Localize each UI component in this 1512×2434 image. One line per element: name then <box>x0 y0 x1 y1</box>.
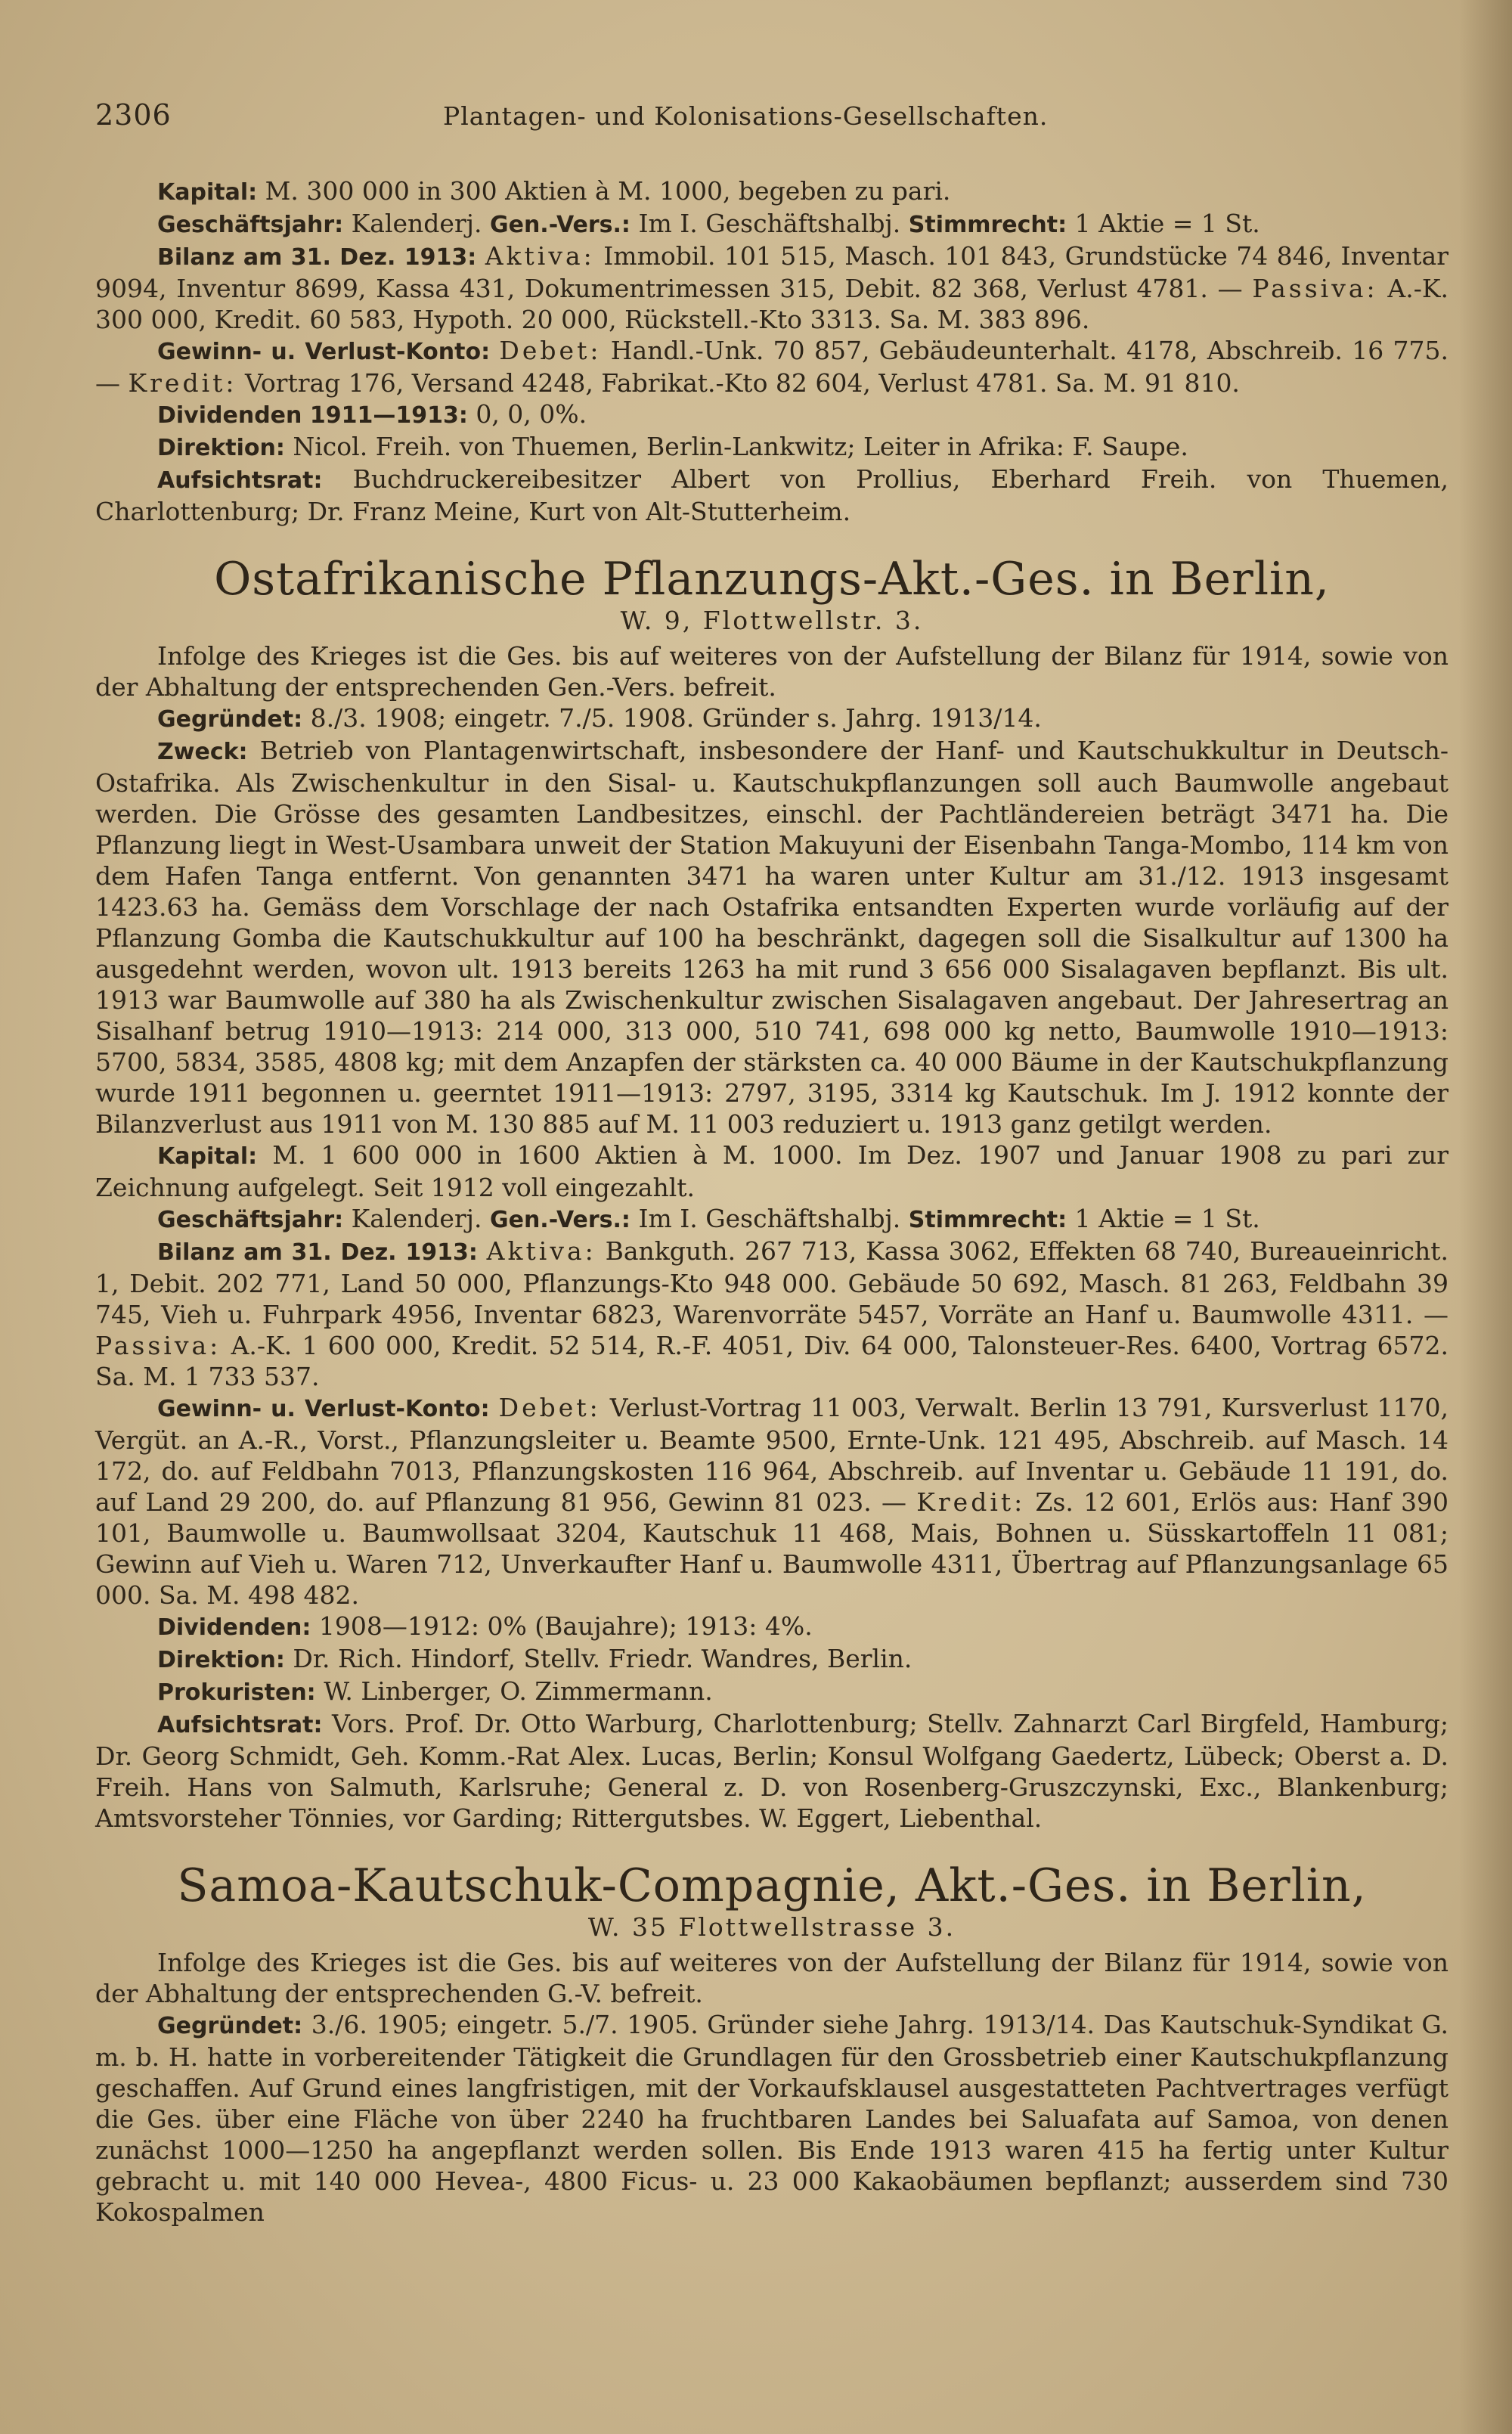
company-address: W. 35 Flottwellstrasse 3. <box>587 1912 956 1942</box>
kapital-paragraph: Kapital: M. 300 000 in 300 Aktien à M. 1000, begeben zu pari. <box>157 176 951 206</box>
running-header <box>95 91 1448 144</box>
aufsichtsrat-paragraph: Aufsichtsrat: Vors. Prof. Dr. Otto Warburg, Charlottenburg; Stellv. Zahnarzt Carl Birgfeld, Hamburg; Dr. Georg Schmidt, Geh. Komm.-Rat Alex. Lucas, Berlin; Konsul Wolfgang Gaedertz, Lübeck; Oberst a. D. Freih. Hans von Salmuth, Karlsruhe; General z. D. von Rosenberg-Gruszczynski, Exc., Blankenburg; Amtsvorsteher Tönnies, vor Garding; Rittergutsbes. W. Eggert, Liebenthal. <box>95 1709 1448 1833</box>
dividenden-paragraph: Dividenden 1911—1913: 0, 0, 0%. <box>157 399 587 429</box>
intro-paragraph: Infolge des Krieges ist die Ges. bis auf weiteres von der Aufstellung der Bilanz für 1914, sowie von der Abhaltung der entsprechenden G.-V. befreit. <box>95 1948 1448 2008</box>
geschaeftsjahr-paragraph: Geschäftsjahr: Kalenderj. Gen.-Vers.: Im I. Geschäftshalbj. Stimmrecht: 1 Aktie = 1 St. <box>157 209 1260 238</box>
entry-ostafrikanische <box>95 553 1448 1834</box>
guv-paragraph: Gewinn- u. Verlust-Konto: Debet: Handl.-Unk. 70 857, Gebäudeunterhalt. 4178, Abschreib. 16 775. — Kredit: Vortrag 176, Versand 4248, Fabrikat.-Kto 82 604, Verlust 4781. Sa. M. 91 810. <box>95 336 1449 398</box>
direktion-paragraph: Direktion: Nicol. Freih. von Thuemen, Berlin-Lankwitz; Leiter in Afrika: F. Saupe. <box>157 432 1188 461</box>
kapital-paragraph: Kapital: M. 1 600 000 in 1600 Aktien à M. 1000. Im Dez. 1907 und Januar 1908 zu pari zur Zeichnung aufgelegt. Seit 1912 voll eingezahlt. <box>95 1140 1448 1202</box>
entry-samoa <box>95 1859 1448 2228</box>
company-title: Samoa-Kautschuk-Compagnie, Akt.-Ges. in Berlin, <box>177 1859 1367 1912</box>
running-title: Plantagen- und Kolonisations-Gesellschaften. <box>443 101 1049 131</box>
dividenden-paragraph: Dividenden: 1908—1912: 0% (Baujahre); 1913: 4%. <box>157 1611 813 1641</box>
prokuristen-paragraph: Prokuristen: W. Linberger, O. Zimmermann. <box>157 1676 713 1706</box>
entry-continuation <box>95 175 1448 527</box>
guv-paragraph: Gewinn- u. Verlust-Konto: Debet: Verlust-Vortrag 11 003, Verwalt. Berlin 13 791, Kursverlust 1170, Vergüt. an A.-R., Vorst., Pflanzungsleiter u. Beamte 9500, Ernte-Unk. 121 495, Abschreib. auf Masch. 14 172, do. auf Feldbahn 7013, Pflanzungskosten 116 964, Abschreib. auf Inventar u. Gebäude 11 191, do. auf Land 29 200, do. auf Pflanzung 81 956, Gewinn 81 023. — Kredit: Zs. 12 601, Erlös aus: Hanf 390 101, Baumwolle u. Baumwollsaat 3204, Kautschuk 11 468, Mais, Bohnen u. Süsskartoffeln 11 081; Gewinn auf Vieh u. Waren 712, Unverkaufter Hanf u. Baumwolle 4311, Übertrag auf Pflanzungsanlage 65 000. Sa. M. 498 482. <box>95 1393 1448 1610</box>
zweck-paragraph: Zweck: Betrieb von Plantagenwirtschaft, insbesondere der Hanf- und Kautschukkultur in Deutsch-Ostafrika. Als Zwischenkultur in den Sisal- u. Kautschukpflanzungen soll auch Baumwolle angebaut werden. Die Grösse des gesamten Landbesitzes, einschl. der Pachtländereien beträgt 3471 ha. Die Pflanzung liegt in West-Usambara unweit der Station Makuyuni der Eisenbahn Tanga-Mombo, 114 km von dem Hafen Tanga entfernt. Von genannten 3471 ha waren unter Kultur am 31./12. 1913 insgesamt 1423.63 ha. Gemäss dem Vorschlage der nach Ostafrika entsandten Experten wurde vorläufig auf der Pflanzung Gomba die Kautschukkultur auf 100 ha beschränkt, dagegen soll die Sisalkultur auf 1300 ha ausgedehnt werden, wovon ult. 1913 bereits 1263 ha mit rund 3 656 000 Sisalagaven bepflanzt. Bis ult. 1913 war Baumwolle auf 380 ha als Zwischenkultur zwischen Sisalagaven angebaut. Der Jahresertrag an Sisalhanf betrug 1910—1913: 214 000, 313 000, 510 741, 698 000 kg netto, Baumwolle 1910—1913: 5700, 5834, 3585, 4808 kg; mit dem Anzapfen der stärksten ca. 40 000 Bäume in der Kautschukpflanzung wurde 1911 begonnen u. geerntet 1911—1913: 2797, 3195, 3314 kg Kautschuk. Im J. 1912 konnte der Bilanzverlust aus 1911 von M. 130 885 auf M. 11 003 reduziert u. 1913 ganz getilgt werden. <box>95 736 1448 1139</box>
bilanz-paragraph: Bilanz am 31. Dez. 1913: Aktiva: Bankguth. 267 713, Kassa 3062, Effekten 68 740, Bureaueinricht. 1, Debit. 202 771, Land 50 000, Pflanzungs-Kto 948 000. Gebäude 50 692, Masch. 81 263, Feldbahn 39 745, Vieh u. Fuhrpark 4956, Inventar 6823, Warenvorräte 5457, Vorräte an Hanf u. Baumwolle 4311. — Passiva: A.-K. 1 600 000, Kredit. 52 514, R.-F. 4051, Div. 64 000, Talonsteuer-Res. 6400, Vortrag 6572. Sa. M. 1 733 537. <box>95 1236 1448 1391</box>
bilanz-paragraph: Bilanz am 31. Dez. 1913: Aktiva: Immobil. 101 515, Masch. 101 843, Grundstücke 74 846, Inventar 9094, Inventur 8699, Kassa 431, Dokumentrimessen 315, Debit. 82 368, Verlust 4781. — Passiva: A.-K. 300 000, Kredit. 60 583, Hypoth. 20 000, Rückstell.-Kto 3313. Sa. M. 383 896. <box>95 241 1448 334</box>
page-edge-shadow <box>1459 0 1512 2434</box>
direktion-paragraph: Direktion: Dr. Rich. Hindorf, Stellv. Friedr. Wandres, Berlin. <box>157 1644 912 1673</box>
aufsichtsrat-paragraph: Aufsichtsrat: Buchdruckereibesitzer Albert von Prollius, Eberhard Freih. von Thuemen, Charlottenburg; Dr. Franz Meine, Kurt von Alt-Stutterheim. <box>95 464 1448 526</box>
gegruendet-paragraph: Gegründet: 8./3. 1908; eingetr. 7./5. 1908. Gründer s. Jahrg. 1913/14. <box>157 703 1042 733</box>
gegruendet-paragraph: Gegründet: 3./6. 1905; eingetr. 5./7. 1905. Gründer siehe Jahrg. 1913/14. Das Kautschuk-Syndikat G. m. b. H. hatte in vorbereitender Tätigkeit die Grundlagen für den Grossbetrieb einer Kautschukpflanzung geschaffen. Auf Grund eines langfristigen, mit der Vorkaufsklausel ausgestatteten Pachtvertrages verfügt die Ges. über eine Fläche von über 2240 ha fruchtbaren Landes bei Saluafata auf Samoa, von denen zunächst 1000—1250 ha angepflanzt werden sollen. Bis Ende 1913 waren 415 ha fertig unter Kultur gebracht u. mit 140 000 Hevea-, 4800 Ficus- u. 23 000 Kakaobäumen bepflanzt; ausserdem sind 730 Kokospalmen <box>95 2010 1448 2227</box>
company-address: W. 9, Flottwellstr. 3. <box>620 606 924 635</box>
intro-paragraph: Infolge des Krieges ist die Ges. bis auf weiteres von der Aufstellung der Bilanz für 1914, sowie von der Abhaltung der entsprechenden Gen.-Vers. befreit. <box>95 641 1448 702</box>
company-title: Ostafrikanische Pflanzungs-Akt.-Ges. in Berlin, <box>214 553 1330 606</box>
geschaeftsjahr-paragraph: Geschäftsjahr: Kalenderj. Gen.-Vers.: Im I. Geschäftshalbj. Stimmrecht: 1 Aktie = 1 St. <box>157 1204 1260 1233</box>
page-content <box>95 91 1448 2228</box>
page-number: 2306 <box>95 98 172 132</box>
